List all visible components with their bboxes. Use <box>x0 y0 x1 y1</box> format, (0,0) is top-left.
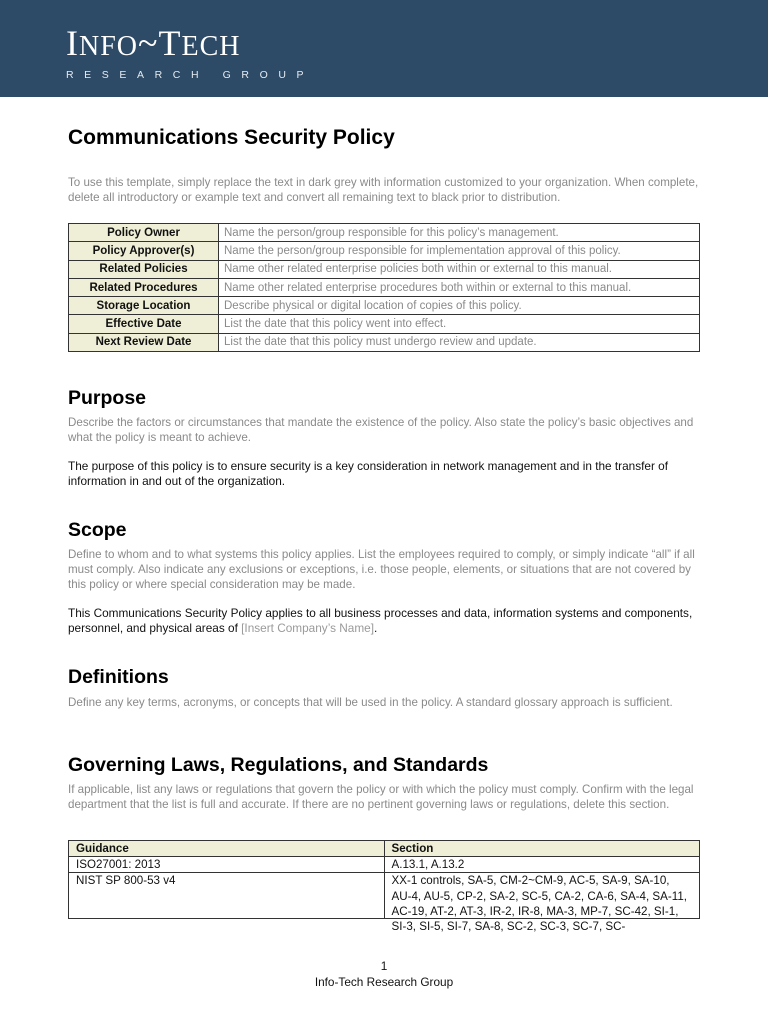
metadata-field-value: List the date that this policy went into effect. <box>219 315 700 333</box>
policy-metadata-table <box>68 223 700 352</box>
logo-tagline: RESEARCH GROUP <box>66 69 315 81</box>
governing-heading: Governing Laws, Regulations, and Standards <box>68 754 489 776</box>
metadata-field-value: Name other related enterprise procedures both within or external to this manual. <box>219 278 700 296</box>
table-row <box>69 333 700 351</box>
table-row <box>69 278 700 296</box>
document-title: Communications Security Policy <box>68 126 395 149</box>
template-instructions: To use this template, simply replace the text in dark grey with information customized to your organization. When complete, delete all introductory or example text and convert all remaining text to black prior to distribution. <box>68 176 699 204</box>
purpose-text: The purpose of this policy is to ensure security is a key consideration in network management and in the transfer of information in and out of the organization. <box>68 459 668 488</box>
footer-org: Info-Tech Research Group <box>314 975 454 989</box>
section-cell: A.13.1, A.13.2 <box>384 857 700 873</box>
table-row <box>69 297 700 315</box>
definitions-instructions: Define any key terms, acronyms, or concepts that will be used in the policy. A standard glossary approach is sufficient. <box>68 696 673 709</box>
table-row <box>69 242 700 260</box>
info-tech-logo <box>66 24 314 81</box>
governing-instructions: If applicable, list any laws or regulations that govern the policy or with which the policy must comply. Confirm with the legal department that the list is full and accurate. If there are no pertinent governing laws or regulations, delete this section. <box>68 783 694 811</box>
scope-text: This Communications Security Policy applies to all business processes and data, information systems and components, personnel, and physical areas of [Insert Company’s Name]. <box>68 606 693 635</box>
metadata-field-value: Name the person/group responsible for this policy’s management. <box>219 224 700 242</box>
table-row <box>69 224 700 242</box>
scope-instructions: Define to whom and to what systems this policy applies. List the employees required to comply, or simply indicate “all” if all must comply. Also indicate any exclusions or exceptions, i.e. those people, elements, or situations that are not covered by this policy or where special consideration may be made. <box>68 548 695 591</box>
guidance-column-header: Guidance <box>69 841 385 857</box>
metadata-field-value: Name other related enterprise policies both within or external to this manual. <box>219 260 700 278</box>
company-name-placeholder: [Insert Company’s Name] <box>241 621 375 635</box>
table-row <box>69 857 700 873</box>
metadata-field-label: Policy Approver(s) <box>69 242 219 260</box>
metadata-field-label: Next Review Date <box>69 333 219 351</box>
metadata-field-label: Policy Owner <box>69 224 219 242</box>
metadata-field-value: Describe physical or digital location of copies of this policy. <box>219 297 700 315</box>
governing-table <box>68 840 700 934</box>
metadata-field-value: Name the person/group responsible for implementation approval of this policy. <box>219 242 700 260</box>
table-row <box>69 260 700 278</box>
section-cell: XX-1 controls, SA-5, CM-2~CM-9, AC-5, SA-9, SA-10, AU-4, AU-5, CP-2, SA-2, SC-5, CA-2, CA-6, SA-4, SA-11, AC-19, AT-2, AT-3, IR-2, IR-8, MA-3, MP-7, SC-42, SI-1, SI-3, SI-5, SI-7, SA-8, SC-2, SC-3, SC-7, SC- <box>384 873 700 919</box>
table-row <box>69 315 700 333</box>
table-row <box>69 873 700 919</box>
section-column-header: Section <box>384 841 700 857</box>
metadata-field-label: Related Procedures <box>69 278 219 296</box>
guidance-cell: NIST SP 800-53 v4 <box>69 873 385 919</box>
scope-heading: Scope <box>68 519 127 541</box>
purpose-instructions: Describe the factors or circumstances that mandate the existence of the policy. Also state the policy’s basic objectives and what the policy is meant to achieve. <box>68 416 694 444</box>
metadata-field-label: Effective Date <box>69 315 219 333</box>
header-banner <box>0 0 768 97</box>
logo-wordmark: INFO~TECH <box>66 23 241 63</box>
metadata-field-label: Related Policies <box>69 260 219 278</box>
metadata-field-label: Storage Location <box>69 297 219 315</box>
definitions-heading: Definitions <box>68 666 169 688</box>
purpose-heading: Purpose <box>68 387 147 409</box>
page-number: 1 <box>380 959 388 973</box>
guidance-cell: ISO27001: 2013 <box>69 857 385 873</box>
metadata-field-value: List the date that this policy must undergo review and update. <box>219 333 700 351</box>
